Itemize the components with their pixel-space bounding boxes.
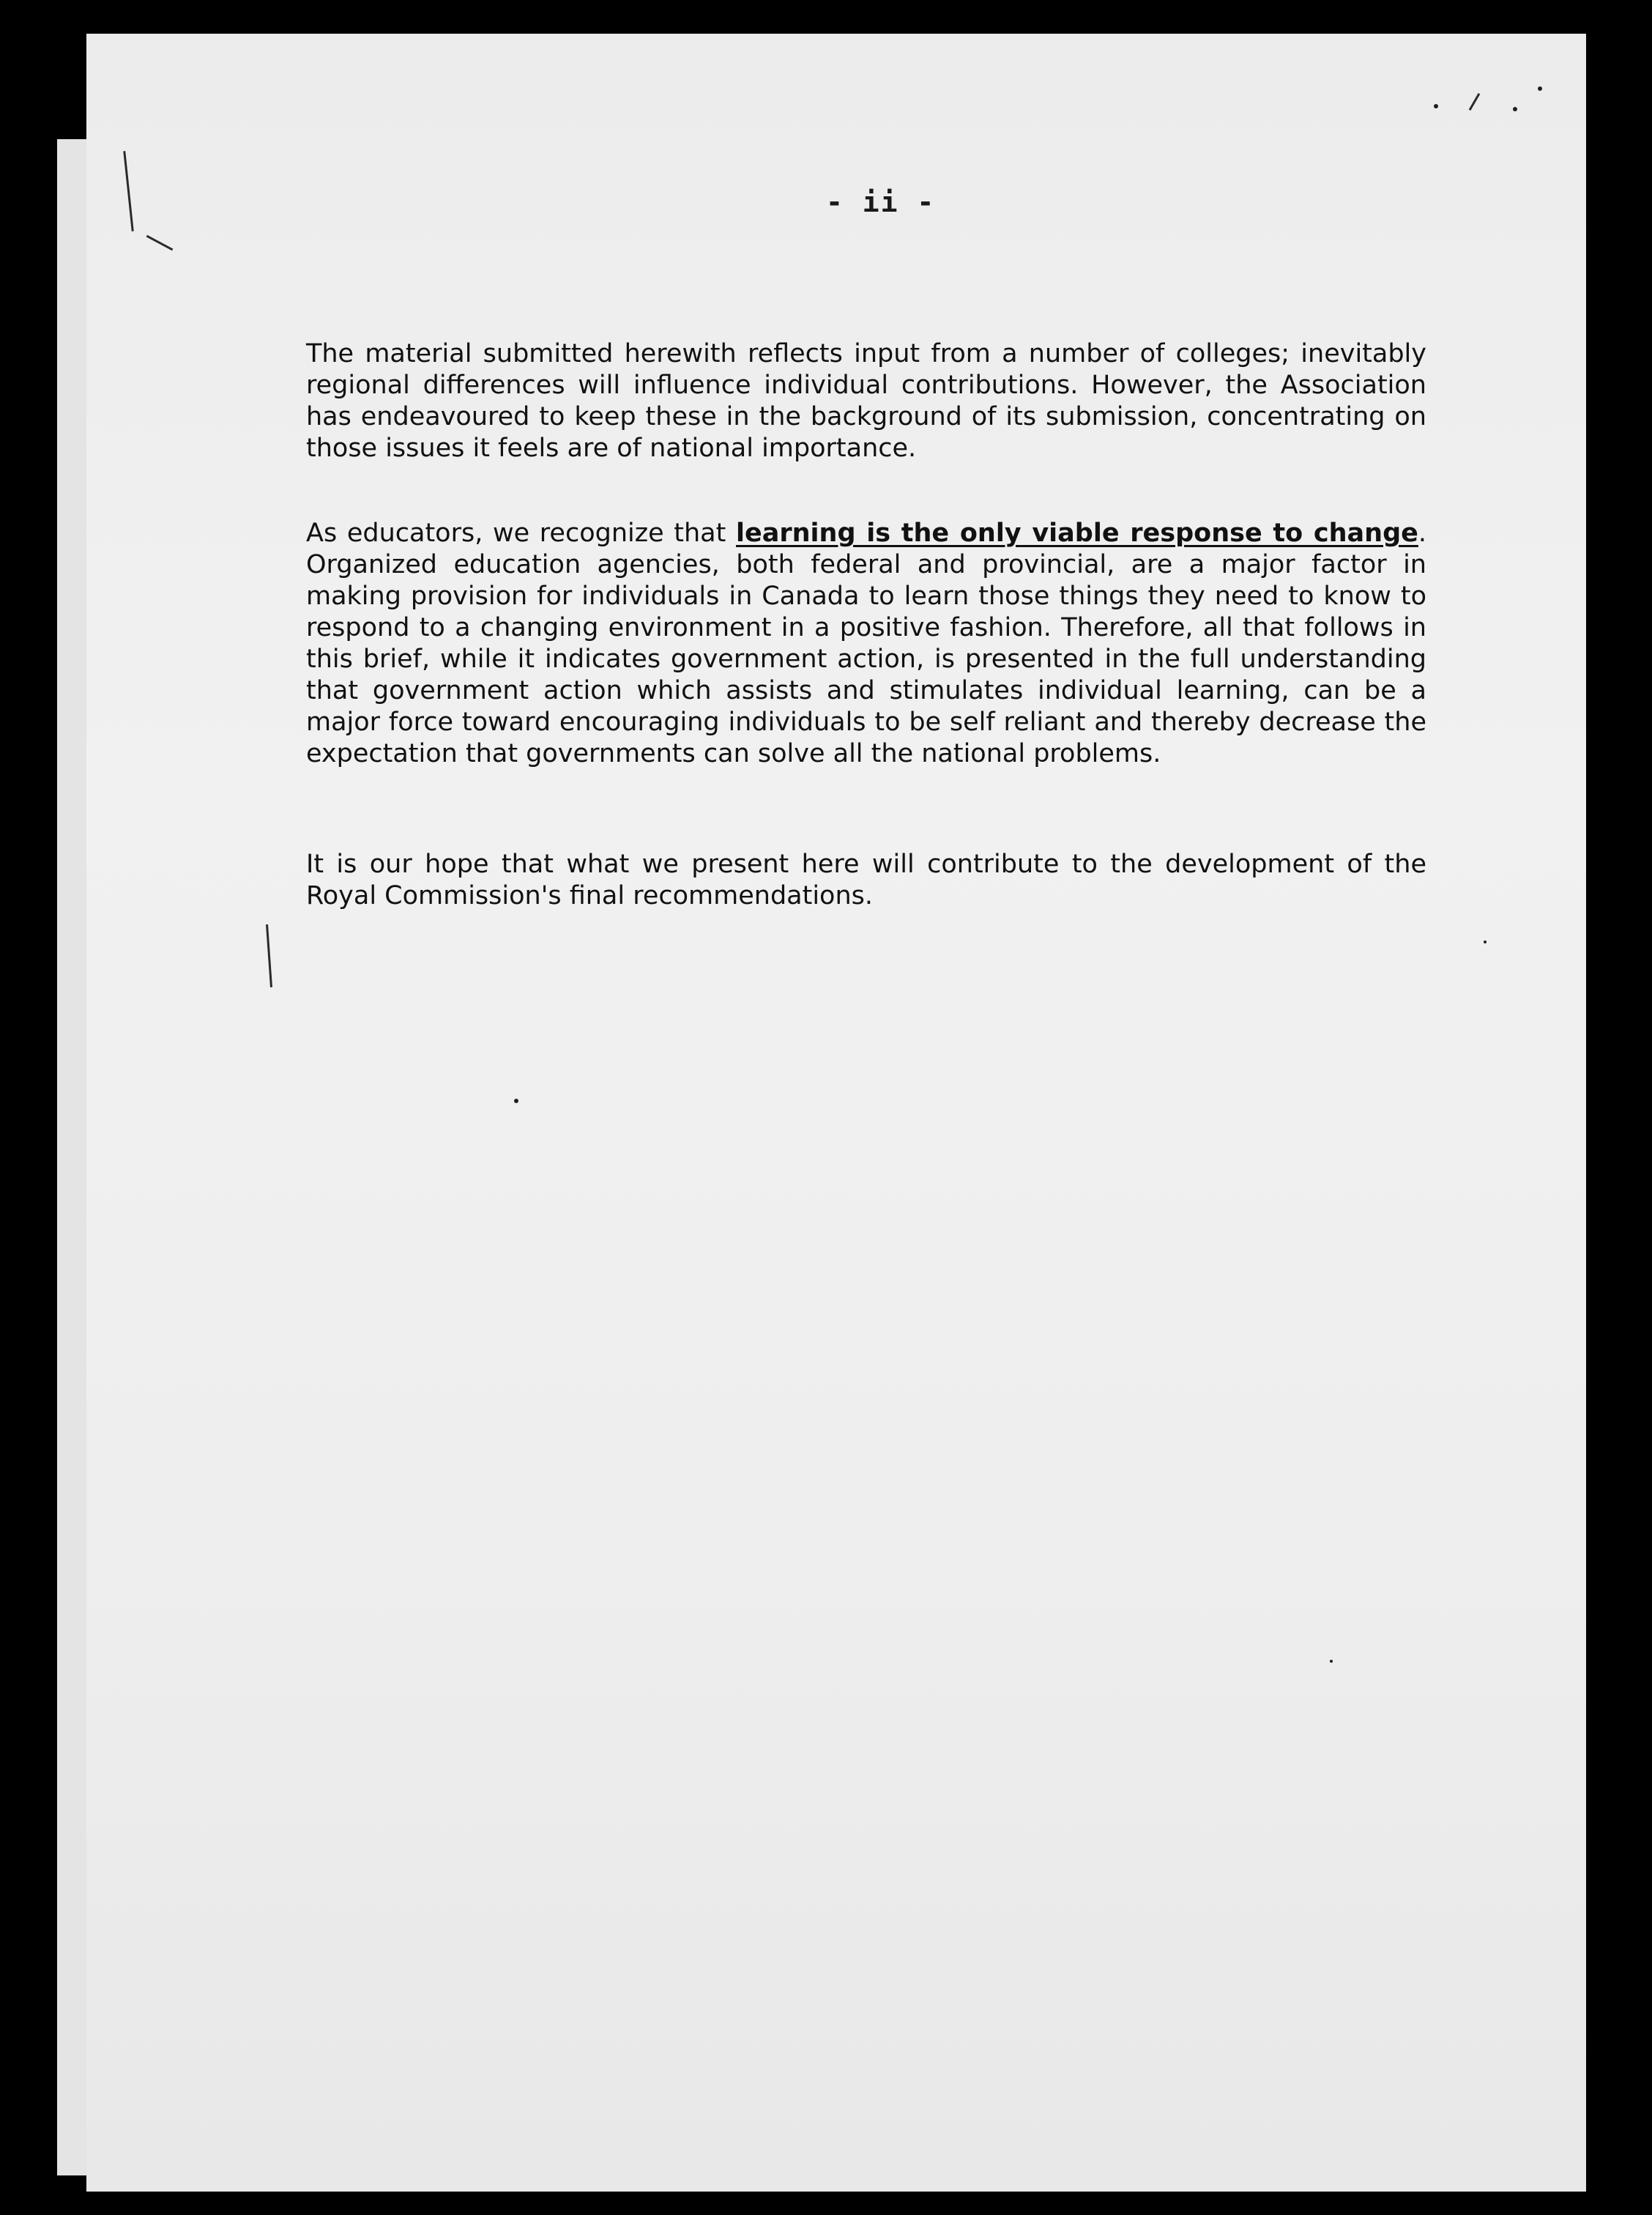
scan-speck — [1513, 107, 1517, 111]
scan-speck — [1484, 940, 1487, 943]
paragraph-3: It is our hope that what we present here will contribute to the development of the Royal Commission's final recommendations. — [306, 850, 1426, 910]
scan-speck — [1330, 1660, 1333, 1663]
scan-speck — [1434, 104, 1438, 108]
page-number: - ii - — [826, 186, 936, 218]
paragraph-1: The material submitted herewith reflects input from a number of colleges; inevitably regional differences will influence individual contributions. However, the Association has endeavoured to keep these in the background of its submission, concentrating on those issues it feels are of national importance. — [306, 339, 1426, 463]
paragraph-2-lead: As educators, we recognize that — [306, 519, 737, 548]
paragraph-2 — [306, 518, 1426, 770]
key-statement: learning is the only viable response to change — [736, 519, 1418, 548]
paragraph-2-body: . Organized education agencies, both federal and provincial, are a major factor in making provision for individuals in Canada to learn those things they need to know to respond to a changing environment in a positive fashion. Therefore, all that follows in this brief, while it indicates government action, is presented in the full understanding that government action which assists and stimulates individual learning, can be a major force toward encouraging individuals to be self reliant and thereby decrease the expectation that governments can solve all the national problems. — [306, 519, 1427, 768]
scan-speck — [1538, 86, 1542, 91]
scan-speck — [514, 1099, 518, 1103]
